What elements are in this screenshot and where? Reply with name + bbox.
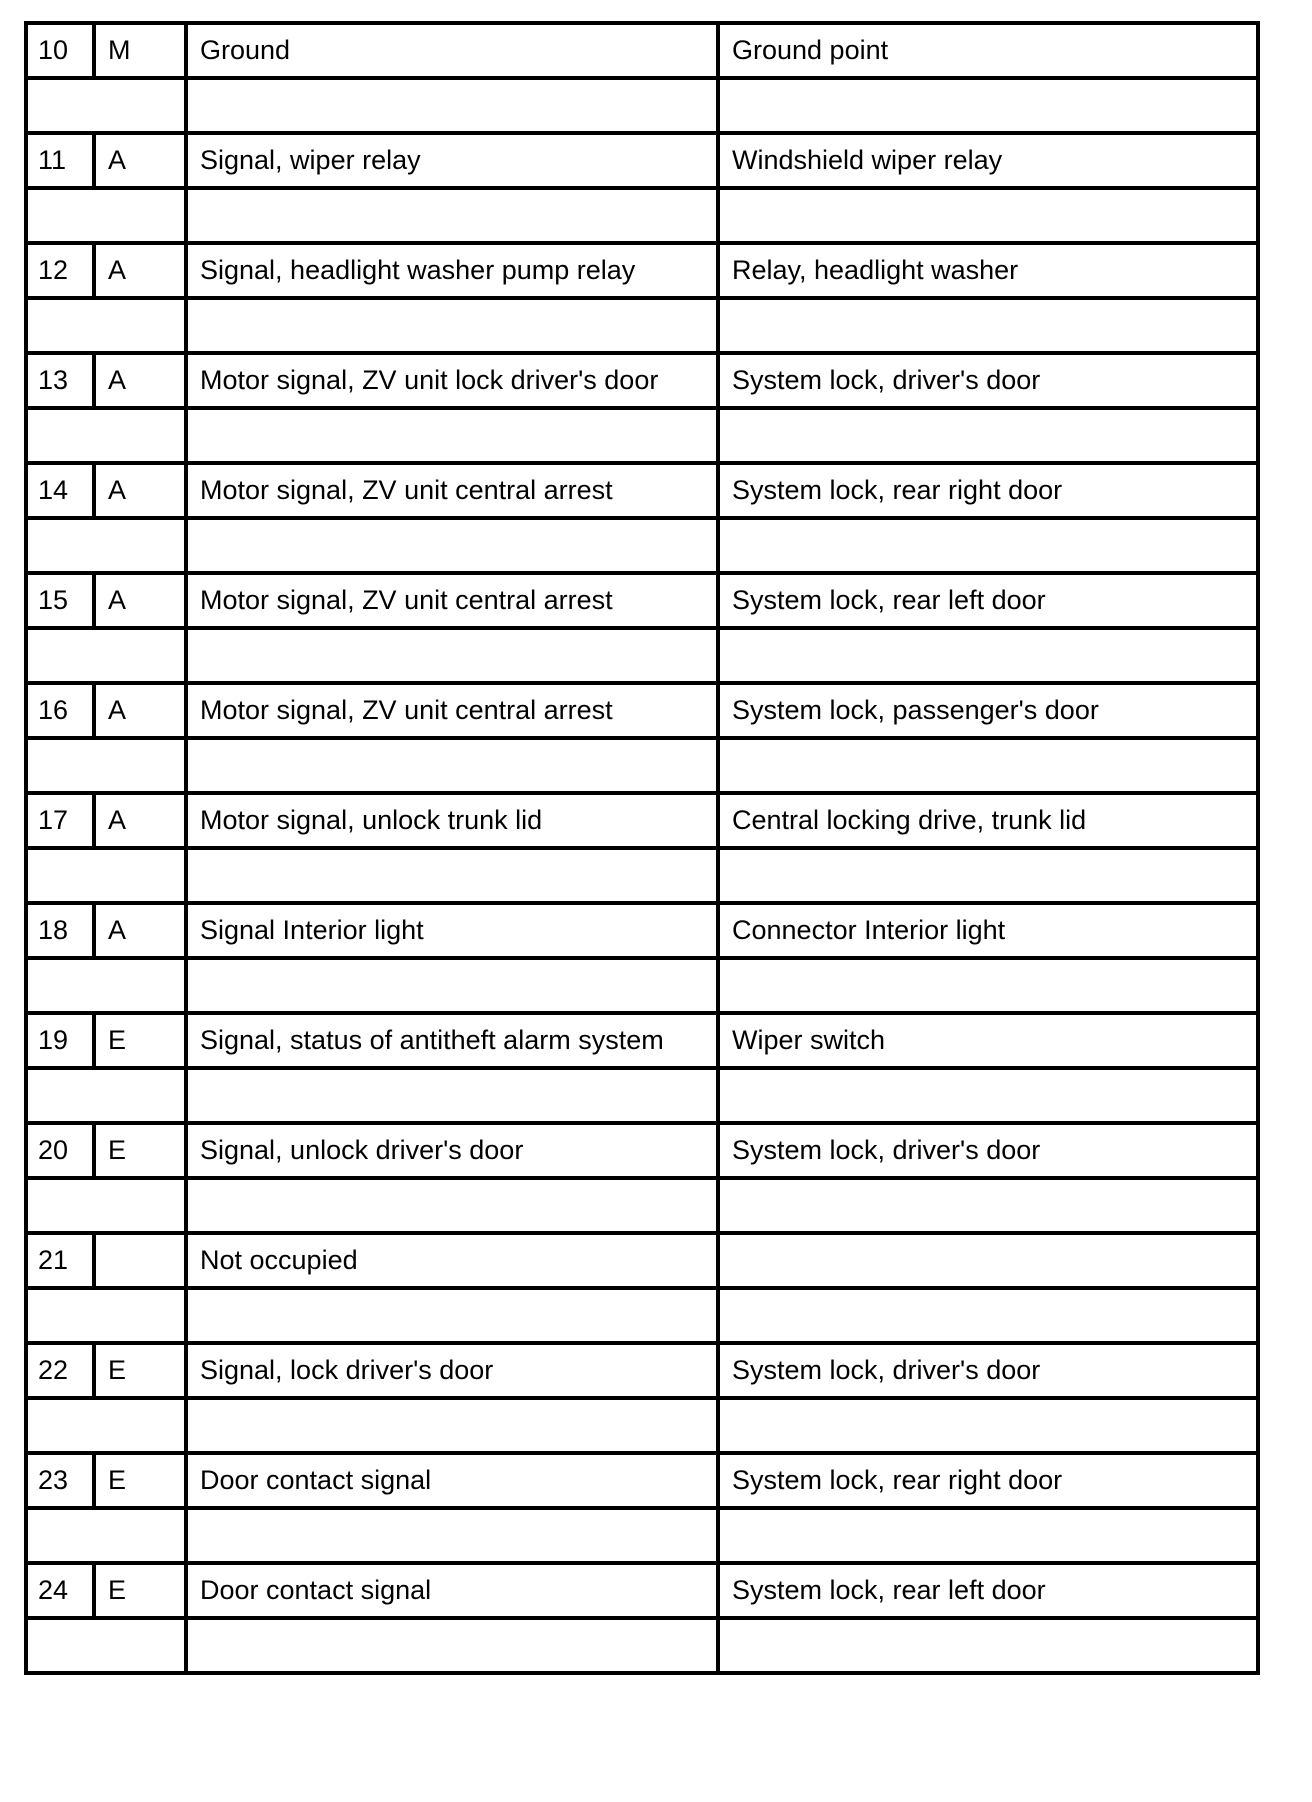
signal-type-cell: M <box>94 23 186 78</box>
table-row <box>26 573 1258 628</box>
signal-type-cell: A <box>94 133 186 188</box>
pin-number-cell: 21 <box>26 1233 94 1288</box>
component-cell: Relay, headlight washer <box>718 243 1258 298</box>
spacer-cell <box>718 958 1258 1013</box>
spacer-cell <box>186 1178 718 1233</box>
spacer-row <box>26 1178 1258 1233</box>
component-cell: Wiper switch <box>718 1013 1258 1068</box>
description-cell: Door contact signal <box>186 1453 718 1508</box>
pin-number-cell: 14 <box>26 463 94 518</box>
spacer-cell <box>718 1288 1258 1343</box>
spacer-cell <box>718 188 1258 243</box>
spacer-cell <box>26 78 186 133</box>
component-cell: System lock, passenger's door <box>718 683 1258 738</box>
spacer-cell <box>26 1398 186 1453</box>
spacer-row <box>26 298 1258 353</box>
spacer-row <box>26 738 1258 793</box>
spacer-cell <box>718 1398 1258 1453</box>
table-row <box>26 463 1258 518</box>
pin-number-cell: 12 <box>26 243 94 298</box>
pin-number-cell: 10 <box>26 23 94 78</box>
signal-type-cell: A <box>94 573 186 628</box>
table-row <box>26 793 1258 848</box>
spacer-cell <box>26 518 186 573</box>
signal-type-cell: A <box>94 243 186 298</box>
description-cell: Not occupied <box>186 1233 718 1288</box>
description-cell: Motor signal, ZV unit lock driver's door <box>186 353 718 408</box>
pin-number-cell: 23 <box>26 1453 94 1508</box>
spacer-cell <box>186 78 718 133</box>
spacer-cell <box>186 1398 718 1453</box>
pin-assignment-table <box>24 21 1260 1675</box>
signal-type-cell: A <box>94 903 186 958</box>
pin-number-cell: 13 <box>26 353 94 408</box>
spacer-cell <box>186 188 718 243</box>
table-row <box>26 1563 1258 1618</box>
spacer-cell <box>718 1178 1258 1233</box>
pin-number-cell: 15 <box>26 573 94 628</box>
spacer-cell <box>26 1178 186 1233</box>
spacer-cell <box>26 1508 186 1563</box>
spacer-cell <box>26 1618 186 1673</box>
spacer-cell <box>718 1618 1258 1673</box>
spacer-row <box>26 1068 1258 1123</box>
spacer-row <box>26 1398 1258 1453</box>
signal-type-cell <box>94 1233 186 1288</box>
spacer-cell <box>186 848 718 903</box>
table-row <box>26 133 1258 188</box>
spacer-cell <box>26 738 186 793</box>
component-cell: System lock, rear right door <box>718 1453 1258 1508</box>
signal-type-cell: A <box>94 683 186 738</box>
spacer-row <box>26 628 1258 683</box>
pin-number-cell: 22 <box>26 1343 94 1398</box>
description-cell: Motor signal, ZV unit central arrest <box>186 683 718 738</box>
spacer-cell <box>718 518 1258 573</box>
description-cell: Signal, headlight washer pump relay <box>186 243 718 298</box>
spacer-cell <box>26 1288 186 1343</box>
description-cell: Signal, unlock driver's door <box>186 1123 718 1178</box>
pin-number-cell: 18 <box>26 903 94 958</box>
description-cell: Signal, wiper relay <box>186 133 718 188</box>
component-cell: System lock, rear left door <box>718 1563 1258 1618</box>
spacer-row <box>26 958 1258 1013</box>
spacer-row <box>26 78 1258 133</box>
spacer-row <box>26 188 1258 243</box>
component-cell: Windshield wiper relay <box>718 133 1258 188</box>
signal-type-cell: E <box>94 1453 186 1508</box>
table-row <box>26 903 1258 958</box>
spacer-cell <box>718 408 1258 463</box>
description-cell: Ground <box>186 23 718 78</box>
spacer-cell <box>718 1068 1258 1123</box>
table-row <box>26 1453 1258 1508</box>
spacer-cell <box>186 738 718 793</box>
signal-type-cell: A <box>94 353 186 408</box>
spacer-cell <box>718 78 1258 133</box>
spacer-cell <box>26 1068 186 1123</box>
description-cell: Signal, lock driver's door <box>186 1343 718 1398</box>
spacer-cell <box>26 298 186 353</box>
pin-number-cell: 11 <box>26 133 94 188</box>
pin-number-cell: 16 <box>26 683 94 738</box>
signal-type-cell: E <box>94 1343 186 1398</box>
description-cell: Signal, status of antitheft alarm system <box>186 1013 718 1068</box>
table-row <box>26 683 1258 738</box>
spacer-cell <box>186 408 718 463</box>
spacer-row <box>26 1288 1258 1343</box>
spacer-cell <box>186 1068 718 1123</box>
description-cell: Door contact signal <box>186 1563 718 1618</box>
description-cell: Motor signal, ZV unit central arrest <box>186 573 718 628</box>
component-cell: System lock, driver's door <box>718 1343 1258 1398</box>
signal-type-cell: E <box>94 1013 186 1068</box>
spacer-cell <box>186 1508 718 1563</box>
table-row <box>26 1233 1258 1288</box>
table-row <box>26 1343 1258 1398</box>
component-cell: Connector Interior light <box>718 903 1258 958</box>
component-cell: Ground point <box>718 23 1258 78</box>
spacer-cell <box>186 1618 718 1673</box>
description-cell: Motor signal, ZV unit central arrest <box>186 463 718 518</box>
signal-type-cell: A <box>94 793 186 848</box>
spacer-row <box>26 408 1258 463</box>
spacer-cell <box>718 298 1258 353</box>
table-row <box>26 243 1258 298</box>
table-body <box>26 23 1258 1673</box>
spacer-cell <box>718 1508 1258 1563</box>
spacer-row <box>26 848 1258 903</box>
spacer-cell <box>186 958 718 1013</box>
description-cell: Motor signal, unlock trunk lid <box>186 793 718 848</box>
pin-number-cell: 20 <box>26 1123 94 1178</box>
component-cell: System lock, driver's door <box>718 353 1258 408</box>
spacer-cell <box>718 628 1258 683</box>
signal-type-cell: A <box>94 463 186 518</box>
description-cell: Signal Interior light <box>186 903 718 958</box>
component-cell <box>718 1233 1258 1288</box>
signal-type-cell: E <box>94 1563 186 1618</box>
spacer-cell <box>26 958 186 1013</box>
table-row <box>26 353 1258 408</box>
spacer-cell <box>718 738 1258 793</box>
component-cell: Central locking drive, trunk lid <box>718 793 1258 848</box>
spacer-row <box>26 1508 1258 1563</box>
pin-number-cell: 17 <box>26 793 94 848</box>
component-cell: System lock, rear right door <box>718 463 1258 518</box>
spacer-cell <box>186 628 718 683</box>
table-row <box>26 23 1258 78</box>
pin-number-cell: 24 <box>26 1563 94 1618</box>
spacer-cell <box>26 408 186 463</box>
table-row <box>26 1123 1258 1178</box>
spacer-cell <box>186 1288 718 1343</box>
spacer-cell <box>718 848 1258 903</box>
pin-number-cell: 19 <box>26 1013 94 1068</box>
signal-type-cell: E <box>94 1123 186 1178</box>
spacer-row <box>26 1618 1258 1673</box>
spacer-cell <box>26 628 186 683</box>
spacer-cell <box>26 188 186 243</box>
table-row <box>26 1013 1258 1068</box>
spacer-row <box>26 518 1258 573</box>
spacer-cell <box>186 298 718 353</box>
component-cell: System lock, rear left door <box>718 573 1258 628</box>
spacer-cell <box>26 848 186 903</box>
spacer-cell <box>186 518 718 573</box>
component-cell: System lock, driver's door <box>718 1123 1258 1178</box>
